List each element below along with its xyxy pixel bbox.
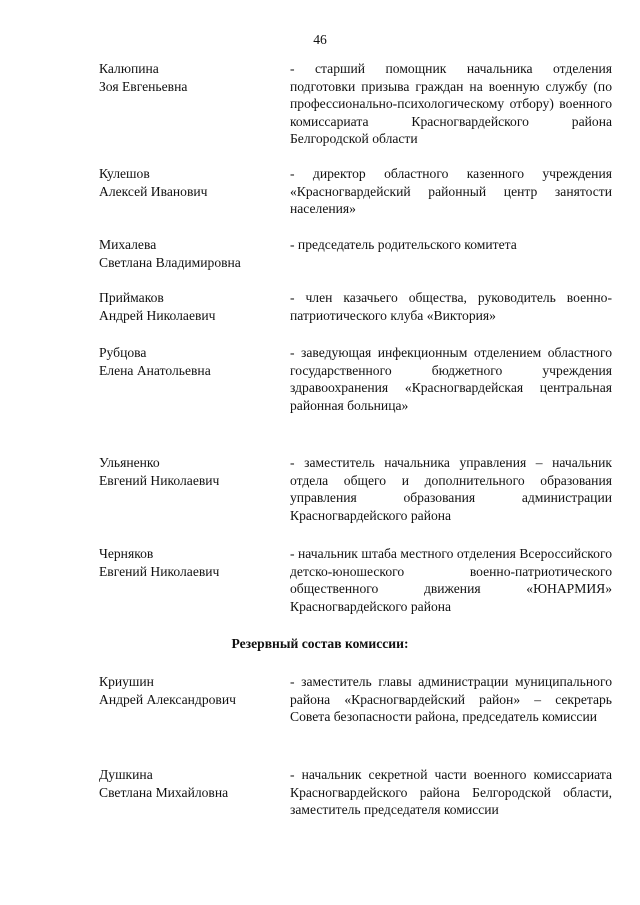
member-name xyxy=(99,236,284,271)
member-surname: Приймаков xyxy=(99,290,164,305)
member-name xyxy=(99,60,284,95)
member-role: - член казачьего общества, руководитель военно-патриотического клуба «Виктория» xyxy=(290,290,612,323)
member-given-names: Елена Анатольевна xyxy=(99,362,211,378)
member-given-names: Андрей Николаевич xyxy=(99,307,216,323)
reserve-section-heading: Резервный состав комиссии: xyxy=(231,636,409,651)
member-surname: Михалева xyxy=(99,237,157,252)
member-name xyxy=(99,344,284,379)
member-name xyxy=(99,766,284,801)
member-given-names: Андрей Александрович xyxy=(99,691,236,707)
member-given-names: Алексей Иванович xyxy=(99,183,208,199)
member-surname: Ульяненко xyxy=(99,455,160,470)
member-role: - заместитель главы администрации муниципального района «Красногвардейский район» – секретарь Совета безопасности района, председатель комиссии xyxy=(290,674,612,724)
member-surname: Криушин xyxy=(99,674,154,689)
member-name xyxy=(99,545,284,580)
member-role: - начальник секретной части военного комиссариата Красногвардейского района Белгородской области, заместитель председателя комиссии xyxy=(290,767,612,817)
member-given-names: Светлана Михайловна xyxy=(99,784,229,800)
member-role: - начальник штаба местного отделения Всероссийского детско-юношеского военно-патриотического общественного движения «ЮНАРМИЯ» Красногвардейского района xyxy=(290,546,612,614)
member-given-names: Евгений Николаевич xyxy=(99,472,220,488)
member-given-names: Евгений Николаевич xyxy=(99,563,220,579)
member-surname: Душкина xyxy=(99,767,153,782)
member-role: - председатель родительского комитета xyxy=(290,237,517,252)
member-given-names: Зоя Евгеньевна xyxy=(99,78,188,94)
member-name xyxy=(99,454,284,489)
member-role: - директор областного казенного учреждения «Красногвардейский районный центр занятости населения» xyxy=(290,166,612,216)
member-surname: Кулешов xyxy=(99,166,150,181)
page-number: 46 xyxy=(313,32,327,47)
member-role: - заместитель начальника управления – начальник отдела общего и дополнительного образования управления образования администрации Красногвардейского района xyxy=(290,455,612,523)
member-surname: Калюпина xyxy=(99,61,159,76)
member-name xyxy=(99,673,284,708)
member-role: - старший помощник начальника отделения подготовки призыва граждан на военную службу (по профессионально-психологическому отбору) военного комиссариата Красногвардейского района Белгородской области xyxy=(290,61,612,146)
member-surname: Черняков xyxy=(99,546,154,561)
member-surname: Рубцова xyxy=(99,345,147,360)
member-given-names: Светлана Владимировна xyxy=(99,254,241,270)
member-name xyxy=(99,289,284,324)
member-role: - заведующая инфекционным отделением областного государственного бюджетного учреждения здравоохранения «Красногвардейская центральная районная больница» xyxy=(290,345,612,413)
member-name xyxy=(99,165,284,200)
